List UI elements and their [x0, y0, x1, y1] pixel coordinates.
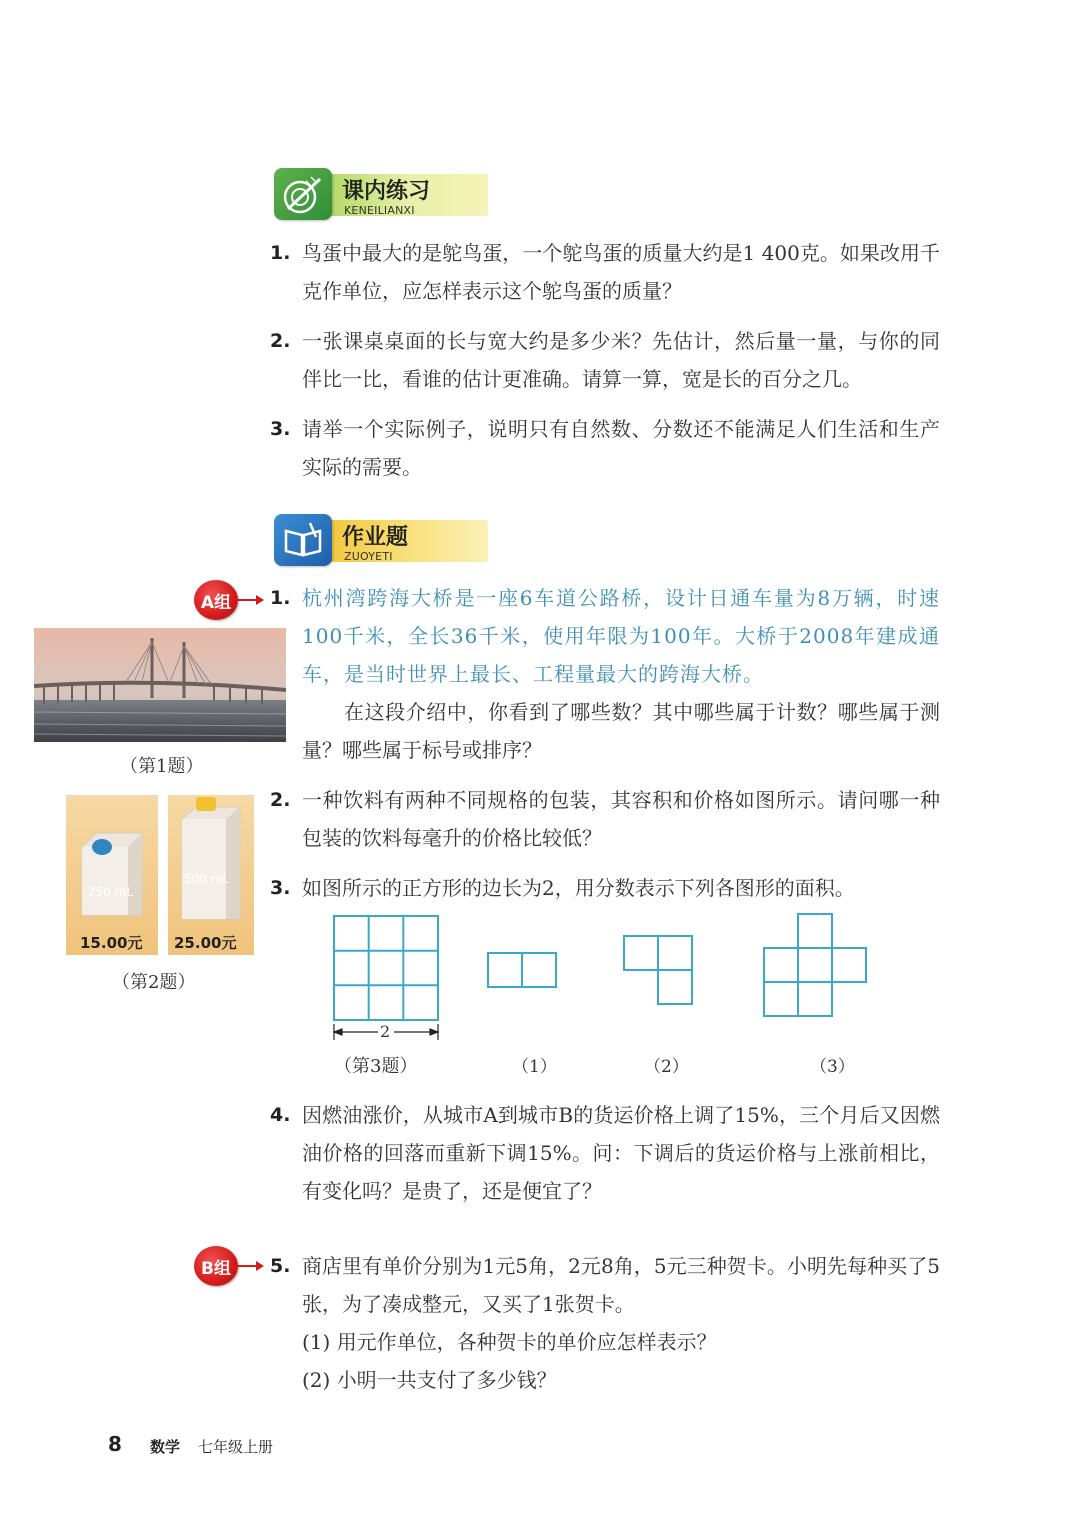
bridge-photo [34, 628, 286, 742]
homework-item-2 [270, 781, 940, 857]
page-number: 8 [108, 1432, 122, 1456]
homework-item-text: 如图所示的正方形的边长为2，用分数表示下列各图形的面积。 [302, 876, 855, 900]
figure-3-caption: （第3题） [334, 1056, 418, 1077]
homework-item-text: 因燃油涨价，从城市A到城市B的货运价格上调了15%，三个月后又因燃油价格的回落而重新下调15%。问：下调后的货运价格与上涨前相比，有变化吗？是贵了，还是便宜了？ [302, 1103, 940, 1203]
homework-item-number: 5. [270, 1255, 291, 1277]
homework-item-number: 2. [270, 789, 291, 811]
group-b-arrow-line [236, 1265, 258, 1267]
homework-subquestion-1: (1) 用元作单位，各种贺卡的单价应怎样表示？ [302, 1330, 717, 1354]
large-carton-volume: 500 mL [184, 872, 230, 886]
shape-3-label: （3） [810, 1057, 855, 1077]
small-carton-price: 15.00元 [80, 934, 143, 952]
homework-item-3 [270, 869, 940, 907]
practice-item-2 [270, 322, 940, 398]
footer-subject: 数学 [150, 1438, 181, 1456]
homework-subquestion-2: (2) 小明一共支付了多少钱？ [302, 1368, 557, 1392]
homework-item-number: 3. [270, 877, 291, 899]
homework-item-1 [270, 579, 940, 769]
shape-2 [622, 934, 698, 1010]
homework-item-text: 商店里有单价分别为1元5角，2元8角，5元三种贺卡。小明先每种买了5张，为了凑成整元，又买了1张贺卡。 [302, 1254, 940, 1316]
practice-item-text: 一张课桌桌面的长与宽大约是多少米？先估计，然后量一量，与你的同伴比一比，看谁的估计更准确。请算一算，宽是长的百分之几。 [302, 329, 940, 391]
group-b-badge: B组 [194, 1246, 238, 1286]
shape-3 [762, 912, 872, 1022]
bridge-description: 杭州湾跨海大桥是一座6车道公路桥，设计日通车量为8万辆，时速100千米，全长36千米，使用年限为100年。大桥于2008年建成通车，是当时世界上最长、工程量最大的跨海大桥。 [302, 586, 940, 686]
practice-subtitle: KENEILIANXI [344, 204, 415, 217]
homework-subtitle: ZUOYETI [344, 550, 393, 563]
homework-title: 作业题 [342, 525, 409, 550]
shape-2-label: （2） [644, 1057, 689, 1077]
practice-banner [270, 168, 470, 220]
small-carton-volume: 250 mL [88, 885, 134, 899]
practice-title: 课内练习 [342, 179, 431, 204]
homework-item-question: 在这段介绍中，你看到了哪些数？其中哪些属于计数？哪些属于测量？哪些属于标号或排序？ [302, 700, 940, 762]
group-a-badge: A组 [194, 580, 238, 620]
open-book-icon [274, 514, 332, 566]
practice-item-1 [270, 234, 940, 310]
shape-1 [486, 951, 560, 991]
homework-item-text: 一种饮料有两种不同规格的包装，其容积和价格如图所示。请问哪一种包装的饮料每毫升的价格比较低？ [302, 788, 940, 850]
side-length-label: 2 [380, 1022, 391, 1041]
homework-item-number: 4. [270, 1104, 291, 1126]
figure-1-caption: （第1题） [120, 756, 204, 777]
group-b-arrow-tip [256, 1261, 264, 1271]
protractor-icon [274, 168, 332, 220]
shape-1-label: （1） [512, 1057, 557, 1077]
homework-banner [270, 514, 470, 566]
practice-item-number: 2. [270, 330, 291, 352]
homework-item-number: 1. [270, 587, 291, 609]
practice-item-number: 3. [270, 418, 291, 440]
carton-small [66, 795, 158, 955]
practice-item-text: 鸟蛋中最大的是鸵鸟蛋，一个鸵鸟蛋的质量大约是1 400克。如果改用千克作单位，应怎样表示这个鸵鸟蛋的质量？ [302, 241, 940, 303]
carton-large [168, 795, 254, 955]
large-carton-price: 25.00元 [174, 934, 237, 952]
practice-item-3 [270, 410, 940, 486]
homework-item-5 [270, 1247, 940, 1399]
figure-2-caption: （第2题） [112, 972, 196, 993]
group-a-arrow-line [236, 599, 258, 601]
group-a-arrow-tip [256, 595, 264, 605]
homework-item-4 [270, 1096, 940, 1210]
practice-item-text: 请举一个实际例子，说明只有自然数、分数还不能满足人们生活和生产实际的需要。 [302, 417, 940, 479]
practice-item-number: 1. [270, 242, 291, 264]
footer-grade: 七年级上册 [198, 1438, 274, 1456]
